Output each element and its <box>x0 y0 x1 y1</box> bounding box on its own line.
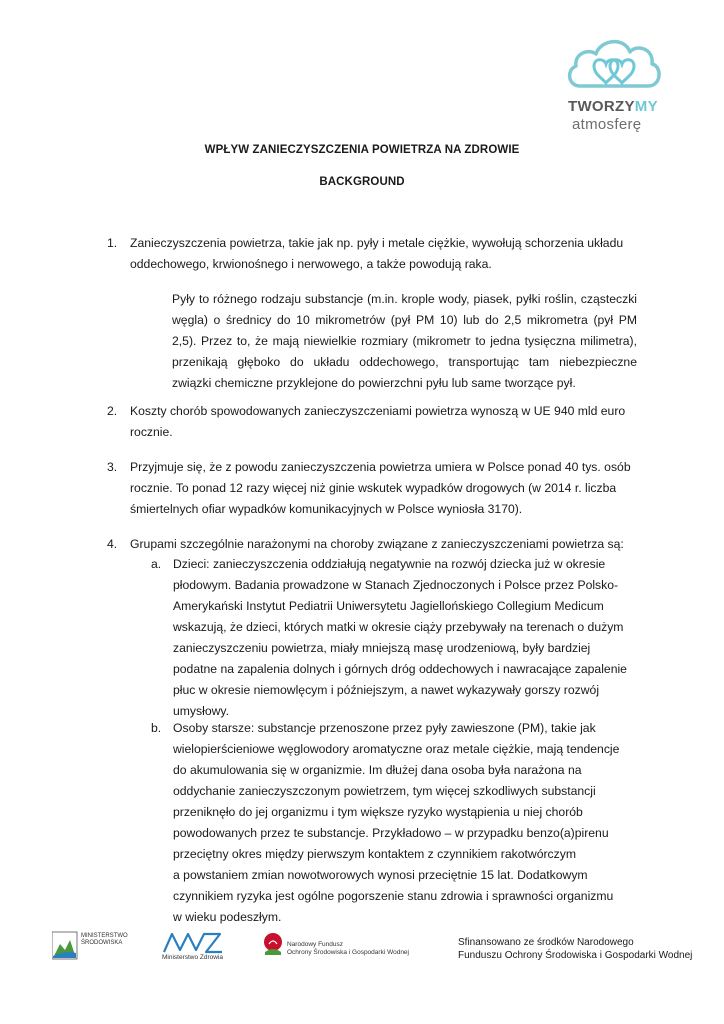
list-item-line: Grupami szczególnie narażonymi na choroby związane z zanieczyszczeniami powietrza są: <box>130 537 624 551</box>
ministerstwo-srodowiska-logo <box>52 930 158 964</box>
list-item-line: śmiertelnych ofiar wypadków komunikacyjnych w Polsce wyniosła 3170). <box>130 502 523 516</box>
sublist-item-line: oddychanie zanieczyszczonym powietrzem, tym więcej szkodliwych substancji <box>173 784 596 798</box>
mz-label: Ministerstwo Zdrowia <box>162 954 224 961</box>
tworzymy-atmosfere-logo <box>562 36 666 138</box>
sublist-item-line: wskazują, że dzieci, których matki w okresie ciąży przebywały na terenach o dużym <box>173 620 624 634</box>
list-item-line: rocznie. <box>130 425 173 439</box>
document-subtitle: BACKGROUND <box>319 176 405 188</box>
pm-paragraph-line: przenikają głęboko do układu oddechowego, transportując tam niebezpieczne <box>172 355 637 369</box>
sublist-item-line: podatne na zapalenia dolnych i górnych dróg oddechowych i nawracające zapalenie <box>173 662 627 676</box>
pm-paragraph-line: 2,5). Przez to, że mają niewielkie rozmiary (mikrometr to jedna tysięczna milimetra), <box>172 334 637 348</box>
logo-wordmark-top: TWORZYMY <box>568 98 658 115</box>
pm-paragraph-line: związki chemiczne przyklejone do powierzchni pyłu lub same tworzące pył. <box>172 376 576 390</box>
list-item-number: 4. <box>107 537 118 551</box>
sublist-item-line: Osoby starsze: substancje przenoszone przez pyły zawieszone (PM), takie jak <box>173 721 596 735</box>
sublist-item-letter: b. <box>151 721 162 735</box>
sublist-item-line: czynnikiem ryzyka jest ogólne pogorszenie stanu zdrowia i sprawności organizmu <box>173 889 614 903</box>
list-item-number: 1. <box>107 236 118 250</box>
sublist-item-line: umysłowy. <box>173 704 229 718</box>
nf-line2: Ochrony Środowiska i Gospodarki Wodnej <box>287 949 409 956</box>
list-item-number: 2. <box>107 404 118 418</box>
sublist-item-line: Amerykański Instytut Pediatrii Uniwersytetu Jagiellońskiego Collegium Medicum <box>173 599 604 613</box>
ms-line2: ŚRODOWISKA <box>81 940 123 946</box>
ms-line1: MINISTERSTWO <box>81 933 128 939</box>
list-item-line: Zanieczyszczenia powietrza, takie jak np. pyły i metale ciężkie, wywołują schorzenia układu <box>130 236 624 250</box>
list-item-line: Koszty chorób spowodowanych zanieczyszczeniami powietrza wynoszą w UE 940 mld euro <box>130 404 626 418</box>
list-item-line: rocznie. To ponad 12 razy więcej niż ginie wskutek wypadków drogowych (w 2014 r. liczba <box>130 481 617 495</box>
financing-note-line1: Sfinansowano ze środków Narodowego <box>458 937 634 948</box>
mz-monogram-icon <box>162 930 224 954</box>
sublist-item-line: a powstaniem zmian nowotworowych wynosi przeciętnie 15 lat. Dodatkowym <box>173 868 588 882</box>
sublist-item-line: płodowym. Badania prowadzone w Stanach Zjednoczonych i Polsce przez Polsko- <box>173 578 619 592</box>
sublist-item-line: w wieku podeszłym. <box>173 910 282 924</box>
sublist-item-line: do akumulowania się w organizmie. Im dłużej dana osoba była narażona na <box>173 763 582 777</box>
sublist-item-line: powodowanych przez te substancje. Przykładowo – w przypadku benzo(a)pirenu <box>173 826 609 840</box>
sublist-item-line: przeciętny okres między pierwszym kontaktem z czynnikiem rakotwórczym <box>173 847 576 861</box>
pm-paragraph-line: Pyły to różnego rodzaju substancje (m.in. krople wody, piasek, pyłki roślin, cząsteczki <box>172 292 637 306</box>
sublist-item-line: przeniknęło do jej organizmu i tym większe ryzyko wystąpienia u niej chorób <box>173 805 583 819</box>
list-item-line: oddechowego, krwionośnego i nerwowego, a także powodują raka. <box>130 257 492 271</box>
sublist-item-line: płuc w okresie niemowlęcym i późniejszym, a nawet wykazywały gorszy rozwój <box>173 683 600 697</box>
nfosigw-logo <box>262 930 412 962</box>
ministerstwo-zdrowia-logo <box>160 928 230 964</box>
logo-wordmark-bottom: atmosferę <box>572 116 642 133</box>
sublist-item-line: wielopierścieniowe węglowodory aromatyczne oraz metale ciężkie, mają tendencje <box>173 742 620 756</box>
cloud-heart-icon <box>564 36 662 92</box>
sublist-item-line: Dzieci: zanieczyszczenia oddziałują negatywnie na rozwój dziecka już w okresie <box>173 557 606 571</box>
document-title: WPŁYW ZANIECZYSZCZENIA POWIETRZA NA ZDROWIE <box>204 144 520 156</box>
nf-line1: Narodowy Fundusz <box>287 941 343 948</box>
sublist-item-line: zanieczyszczeniu powietrza, miały mniejszą masę urodzeniową, były bardziej <box>173 641 591 655</box>
nfosigw-emblem-icon <box>262 932 284 956</box>
sublist-item-letter: a. <box>151 557 162 571</box>
financing-note-line2: Funduszu Ochrony Środowiska i Gospodarki Wodnej <box>458 950 693 961</box>
mountain-icon <box>52 930 78 960</box>
pm-paragraph-line: węgla) o średnicy do 10 mikrometrów (pył PM 10) lub do 2,5 mikrometra (pył PM <box>172 313 637 327</box>
list-item-line: Przyjmuje się, że z powodu zanieczyszczenia powietrza umiera w Polsce ponad 40 tys. osób <box>130 460 631 474</box>
list-item-number: 3. <box>107 460 118 474</box>
